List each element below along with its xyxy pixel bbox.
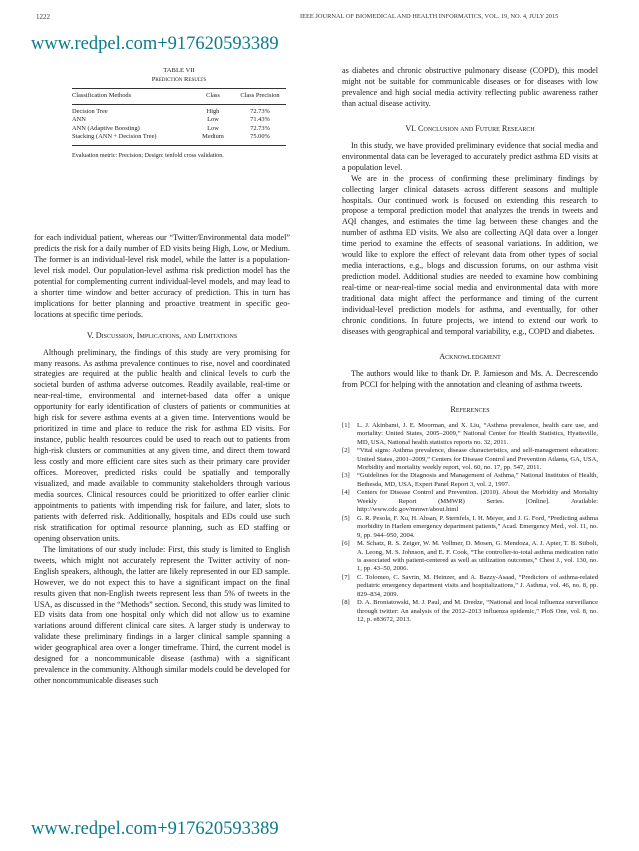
table-title: TABLE VII: [163, 67, 195, 74]
paragraph-v2: The limitations of our study include: First, this study is limited to English tweets, which might not accurately represent the Twitter activity of non-English speakers, although, the latter are likely represented in our ED sample. However, we do not expect this to have a significant impact on the final results given that non-English tweets represent less than 5% of tweets in the USA, as discussed in the “Methods” section. Second, this study was limited to ED visits data from one hospital only which did not allow us to examine variations around different clinical care sites. A larger study is underway to validate these preliminary findings in a larger clinical sample spanning a wider geographical area over a longer timeframe. Third, the current model is designed for a noncommunicable disease (asthma) with a significant prevalence in the community. Although similar models could be developed for other noncommunicable diseases such: [34, 544, 290, 686]
paragraph-vi2: We are in the process of confirming these preliminary findings by collecting larger clinical datasets across different seasons and multiple hospitals. Our continued work is focused on extending this research to propose a temporal prediction model that analyzes the trends in tweets and AQI changes, and estimates the time lag between these changes and the number of asthma ED visits. We also are collecting AQI data over a longer time period to examine the effects of seasonal variations. In addition, we would like to explore the effect of relevant data from other types of social media interactions, e.g., blogs and discussion forums, on our asthma visit prediction model. Additional studies are needed to examine how combining real-time or near-real-time social media and environmental data with more traditional data might affect the performance and timing of the current individual-level prediction models for asthma, and eventually, for other chronic conditions. In future projects, we intend to extend our work to diseases with geographical and temporal variability, e.g., COPD and diabetes.: [342, 173, 598, 336]
reference-item: [7] C. Tolomeo, C. Savrin, M. Heinzer, and A. Bazzy-Asaad, “Predictors of asthma-related pediatric emergency department visits and hospitalizations,” J. Asthma, vol. 46, no. 8, pp. 829–834, 2009.: [342, 573, 598, 598]
watermark-top: www.redpel.com+917620593389: [31, 34, 279, 54]
table-header-row: [72, 89, 286, 105]
paragraph-intro: for each individual patient, whereas our “Twitter/Environmental data model” predicts the risk for a daily number of ED visits being High, Low, or Medium. The former is an individual-level risk model, while the latter is a population-level risk model. Our population-level asthma risk prediction model has the potential for complementing current individual-level models, and may lead to a shorter time window and better accuracy of prediction. This in turn has implications for better planning and proactive treatment in specific geo-locations at specific time periods.: [34, 233, 290, 319]
watermark-bottom: www.redpel.com+917620593389: [31, 819, 279, 839]
reference-item: [1] L. J. Akinbami, J. E. Moorman, and X. Liu, “Asthma prevalence, health care use, and mortality: United States, 2005–2009,” National Center for Health Statistics, Hyattsville, MD, USA, National health statistics reports no. 32, 2011.: [342, 421, 598, 446]
method-cell: Stacking (ANN + Decision Tree): [72, 133, 192, 145]
class-cell: Low: [207, 116, 219, 124]
section-heading-vi: VI. Conclusion and Future Research: [405, 123, 535, 133]
table-row: [72, 125, 286, 134]
table-subtitle: Prediction Results: [151, 76, 207, 83]
precision-cell: 72.73%: [250, 124, 270, 132]
class-cell: Low: [207, 124, 219, 132]
table-row: [72, 133, 286, 145]
references-heading: References: [450, 404, 490, 414]
reference-item: [3] “Guidelines for the Diagnosis and Management of Asthma,” National Institutes of Health, Bethesda, MD, USA, Expert Panel Report 3, vol. 2, 1997.: [342, 472, 598, 488]
paragraph-vi1: In this study, we have provided preliminary evidence that social media and environmental data can be leveraged to accurately predict asthma ED visits at a population level.: [342, 140, 598, 172]
table-row: [72, 104, 286, 116]
reference-item: [5] G. R. Pesola, F. Xu, H. Ahsan, P. Sternfels, I. H. Meyer, and J. G. Ford, “Predicting asthma morbidity in Harlem emergency department patients,” Acad. Emergency Med., vol. 11, no. 9, pp. 944–950, 2004.: [342, 514, 598, 539]
method-cell: ANN: [72, 116, 86, 124]
references-list: [342, 422, 598, 625]
right-column: [342, 66, 598, 625]
header-class-precision: Class Precision: [234, 89, 286, 105]
prediction-results-table-block: [72, 66, 286, 159]
left-column: [34, 233, 290, 687]
precision-cell: 75.00%: [234, 133, 286, 145]
precision-cell: 71.43%: [250, 116, 270, 124]
acknowledgment-text: The authors would like to thank Dr. P. Jamieson and Ms. A. Decrescendo from PCCI for helping with the annotation and cleaning of asthma tweets.: [342, 368, 598, 389]
reference-item: [8] D. A. Broniatowski, M. J. Paul, and M. Dredze, “National and local influenza surveillance through twitter: An analysis of the 2012–2013 influenza epidemic,” PloS One, vol. 8, no. 12, p. e83672, 2013.: [342, 599, 598, 624]
table-row: [72, 116, 286, 125]
acknowledgment-heading: Acknowledgment: [439, 351, 501, 361]
method-cell: ANN (Adaptive Boosting): [72, 124, 140, 132]
header-class: Class: [192, 89, 234, 105]
reference-item: [2] “Vital signs: Asthma prevalence, disease characteristics, and self-management education: United States, 2001–2009,” Centers for Disease Control and Prevention Atlanta, GA, USA, Morbidity and mortality weekly report, vol. 60, no. 17, pp. 547, 2011.: [342, 447, 598, 471]
paragraph-v1: Although preliminary, the findings of this study are very promising for many reasons. As asthma prevalence continues to rise, novel and coordinated strategies are required at the public health and clinical levels to curb the societal burden of asthma adverse outcomes. Readily available, real-time or near-real-time, environmental and internet-based data offer a unique opportunity for early identification of clusters of patients or communities at high risk for severe asthma events at a given time. Interventions would be prioritized in time and place to reduce the risk for asthma ED visits. For instance, public health resources could be used to reach out to patients from high-risk clusters or communities at any given time, and direct them toward less costly and more efficient care sites such as their primary care provider offices. Moreover, predicted risks could be spatially and temporally visualized, and made available to community stakeholders through various media sources. Clinical resources could be prioritized to offer earlier clinic appointments to patients with impending risk for failure, and later, slots to patients with deferred risk. Additionally, hospitals and EDs could use such risk stratification for optimal resource planning, such as ED staffing or opening observation units.: [34, 347, 290, 543]
reference-item: [4] Centers for Disease Control and Prevention. (2010). About the Morbidity and Mortality Weekly Report (MMWR) Series. [Online]. Available: http://www.cdc.gov/mmwr/about.html: [342, 489, 598, 514]
prediction-results-table: [72, 88, 286, 146]
method-cell: Decision Tree: [72, 107, 108, 115]
header-classification-methods: Classification Methods: [72, 89, 192, 105]
class-cell: High: [206, 107, 220, 115]
class-cell: Medium: [192, 133, 234, 145]
precision-cell: 72.73%: [250, 107, 270, 115]
paragraph-continued: as diabetes and chronic obstructive pulmonary disease (COPD), this model might not be suitable for communicable diseases or for diseases with low prevalence and high social media activity reflecting public awareness rather than actual disease activity.: [342, 66, 598, 108]
section-heading-v: V. Discussion, Implications, and Limitations: [86, 330, 238, 340]
reference-item: [6] M. Schatz, R. S. Zeiger, W. M. Vollmer, D. Mosen, G. Mendoza, A. J. Apter, T. B. Stibolt, A. Leong, M. S. Johnson, and E. F. Cook, “The controller-to-total asthma medication ratio is associated with patient-centered as well as utilization outcomes,” Chest J., vol. 130, no. 1, pp. 43–50, 2006.: [342, 540, 598, 573]
table-note: Evaluation metric: Precision; Design: tenfold cross validation.: [72, 152, 224, 159]
journal-header: IEEE JOURNAL OF BIOMEDICAL AND HEALTH INFORMATICS, VOL. 19, NO. 4, JULY 2015: [300, 13, 559, 20]
page-number: 1222: [36, 13, 50, 21]
